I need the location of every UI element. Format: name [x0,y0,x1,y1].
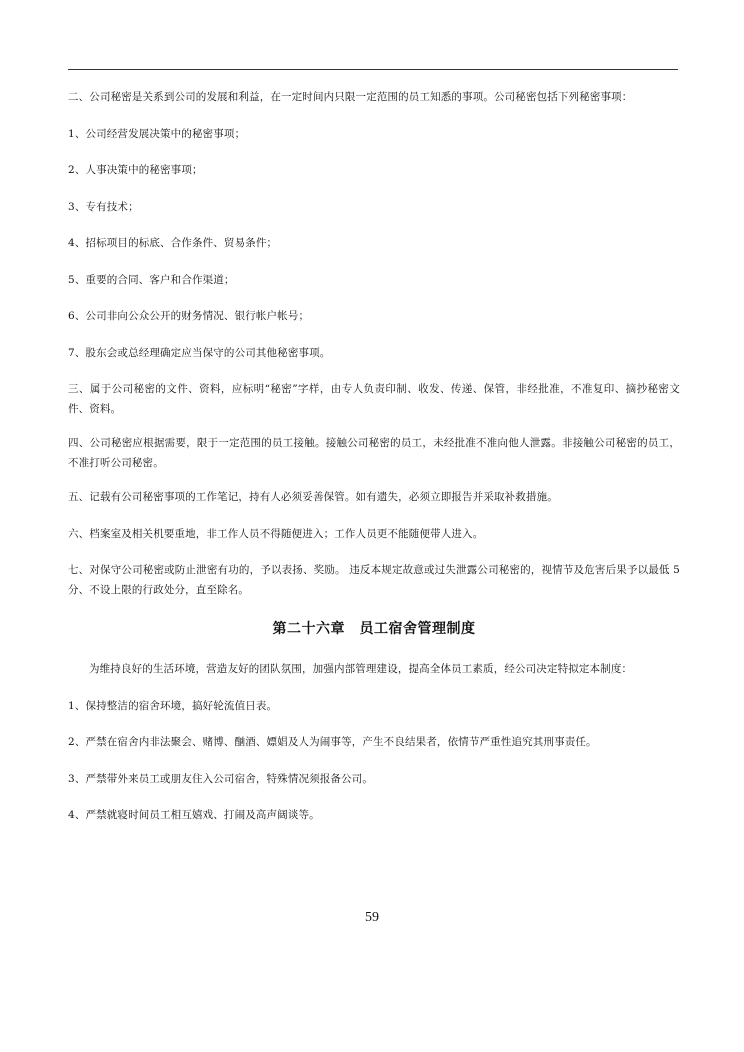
paragraph: 七、对保守公司秘密或防止泄密有功的，予以表扬、奖励。 违反本规定故意或过失泄露公司秘密的，视情节及危害后果予以最低 5 分、不设上限的行政处分，直至除名。 [68,564,680,596]
list-item: 4、招标项目的标底、合作条件、贸易条件； [68,237,278,249]
page-number: 59 [365,910,379,925]
header-rule [68,69,678,70]
list-item: 1、保持整洁的宿舍环境，搞好轮流值日表。 [68,699,278,712]
paragraph: 三、属于公司秘密的文件、资料，应标明“秘密”字样，由专人负责印制、收发、传递、保管，非经批准，不准复印、摘抄秘密文件、资料。 [68,383,680,415]
paragraph: 四、公司秘密应根据需要，限于一定范围的员工接触。接触公司秘密的员工，未经批准不准向他人泄露。非接触公司秘密的员工，不准打听公司秘密。 [68,437,680,469]
list-item: 4、严禁就寝时间员工相互嬉戏、打闹及高声阔谈等。 [68,809,320,821]
list-item: 2、严禁在宿舍内非法聚会、赌博、酗酒、嫖娼及人为闹事等，产生不良结果者，依情节严重性追究其刑事责任。 [68,736,597,748]
paragraph: 五、记载有公司秘密事项的工作笔记，持有人必须妥善保管。如有遗失，必须立即报告并采取补救措施。 [68,491,558,503]
page-content [68,88,680,826]
list-item: 1、公司经营发展决策中的秘密事项； [68,127,246,140]
list-item: 7、股东会或总经理确定应当保守的公司其他秘密事项。 [68,346,331,359]
chapter-title: 第二十六章 员工宿舍管理制度 [272,621,476,637]
list-item: 2、人事决策中的秘密事项； [68,164,203,176]
paragraph: 二、公司秘密是关系到公司的发展和利益，在一定时间内只限一定范围的员工知悉的事项。公司秘密包括下列秘密事项： [68,91,633,103]
list-item: 6、公司非向公众公开的财务情况、银行帐户帐号； [68,310,310,322]
list-item: 3、专有技术； [68,200,139,213]
list-item: 5、重要的合同、客户和合作渠道； [68,273,235,286]
paragraph: 六、档案室及相关机要重地，非工作人员不得随便进入；工作人员更不能随便带人进入。 [68,527,484,540]
intro-paragraph: 为维持良好的生活环境，营造友好的团队氛围，加强内部管理建设，提高全体员工素质，经公司决定特拟定本制度： [89,663,633,675]
list-item: 3、严禁带外来员工或朋友住入公司宿舍，特殊情况须报备公司。 [68,772,374,785]
